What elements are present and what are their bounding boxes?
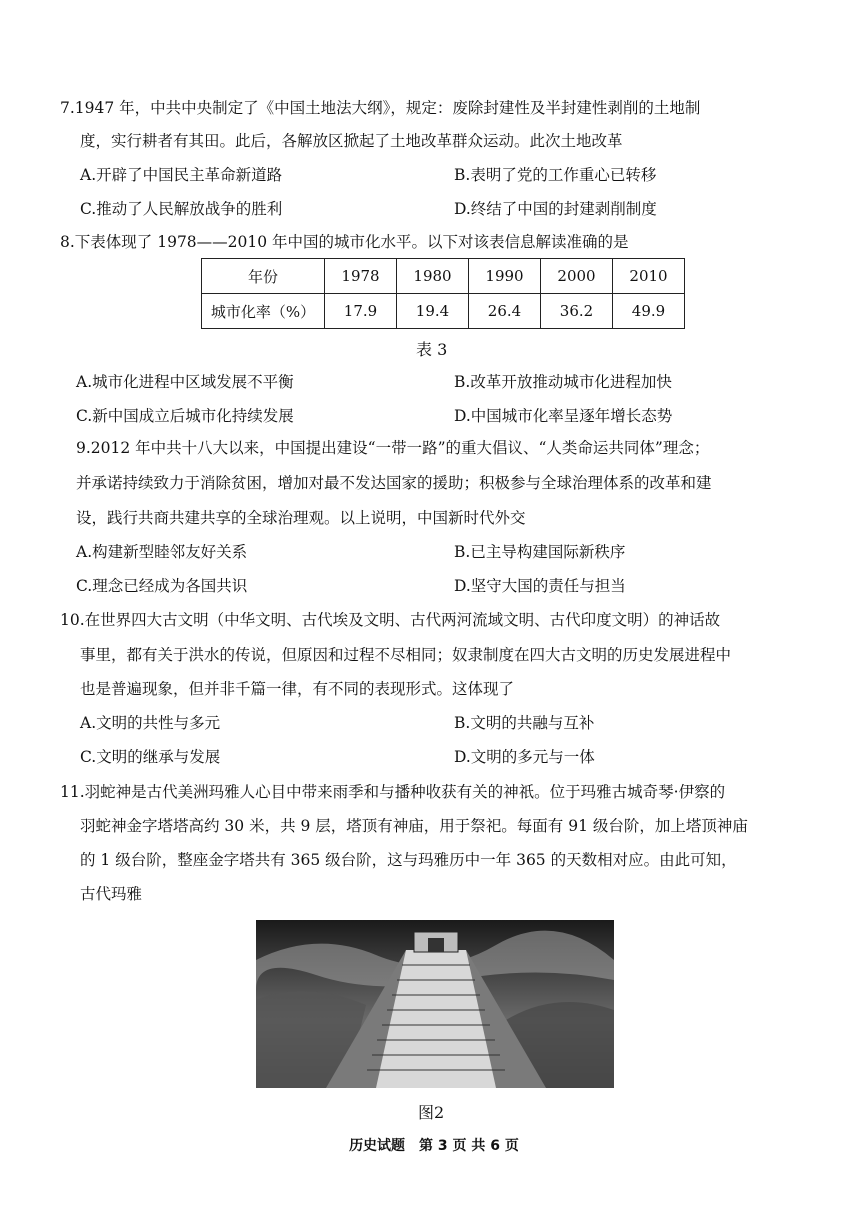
q8-option-c: C.新中国成立后城市化持续发展 bbox=[76, 407, 294, 425]
q11-stem-line3: 的 1 级台阶，整座金字塔共有 365 级台阶，这与玛雅历中一年 365 的天数相对应。由此可知， bbox=[80, 851, 737, 869]
q10-option-b: B.文明的共融与互补 bbox=[454, 714, 595, 732]
table-header-year: 年份 bbox=[202, 259, 325, 294]
q10-stem-line3: 也是普遍现象，但并非千篇一律，有不同的表现形式。这体现了 bbox=[80, 680, 515, 698]
table-cell: 49.9 bbox=[613, 294, 685, 329]
q7-stem-line2: 度，实行耕者有其田。此后，各解放区掀起了土地改革群众运动。此次土地改革 bbox=[80, 132, 623, 150]
table-header-rate: 城市化率（%） bbox=[202, 294, 325, 329]
table-cell: 1980 bbox=[397, 259, 469, 294]
q10-stem-line2: 事里，都有关于洪水的传说，但原因和过程不尽相同；奴隶制度在四大古文明的历史发展进程中 bbox=[80, 646, 732, 664]
figure-caption: 图2 bbox=[418, 1103, 445, 1122]
q9-option-c: C.理念已经成为各国共识 bbox=[76, 577, 248, 595]
table-row bbox=[202, 259, 685, 294]
q7-option-d: D.终结了中国的封建剥削制度 bbox=[454, 200, 657, 218]
q9-option-a: A.构建新型睦邻友好关系 bbox=[76, 543, 248, 561]
table-cell: 19.4 bbox=[397, 294, 469, 329]
table-caption: 表 3 bbox=[416, 340, 448, 359]
q8-option-d: D.中国城市化率呈逐年增长态势 bbox=[454, 407, 673, 425]
q10-option-a: A.文明的共性与多元 bbox=[80, 714, 221, 732]
q10-option-d: D.文明的多元与一体 bbox=[454, 748, 595, 766]
q10-stem-line1: 10.在世界四大古文明（中华文明、古代埃及文明、古代两河流域文明、古代印度文明）的神话故 bbox=[60, 611, 721, 629]
table-cell: 17.9 bbox=[325, 294, 397, 329]
q7-option-c: C.推动了人民解放战争的胜利 bbox=[80, 200, 283, 218]
q8-option-a: A.城市化进程中区域发展不平衡 bbox=[76, 373, 294, 391]
table-cell: 1978 bbox=[325, 259, 397, 294]
pyramid-illustration bbox=[256, 920, 614, 1088]
table-row bbox=[202, 294, 685, 329]
q9-option-b: B.已主导构建国际新秩序 bbox=[454, 543, 626, 561]
q7-stem-line1: 7.1947 年，中共中央制定了《中国土地法大纲》，规定：废除封建性及半封建性剥削的土地制 bbox=[60, 99, 701, 117]
q11-stem-line4: 古代玛雅 bbox=[80, 885, 143, 903]
q11-stem-line2: 羽蛇神金字塔塔高约 30 米，共 9 层，塔顶有神庙，用于祭祀。每面有 91 级台阶，加上塔顶神庙 bbox=[80, 817, 748, 835]
q10-option-c: C.文明的继承与发展 bbox=[80, 748, 221, 766]
table-cell: 1990 bbox=[469, 259, 541, 294]
q11-stem-line1: 11.羽蛇神是古代美洲玛雅人心目中带来雨季和与播种收获有关的神祇。位于玛雅古城奇琴·伊察的 bbox=[60, 783, 726, 801]
table-cell: 36.2 bbox=[541, 294, 613, 329]
table-cell: 2000 bbox=[541, 259, 613, 294]
q8-stem: 8.下表体现了 1978——2010 年中国的城市化水平。以下对该表信息解读准确的是 bbox=[60, 233, 629, 251]
q7-option-b: B.表明了党的工作重心已转移 bbox=[454, 166, 657, 184]
q8-option-b: B.改革开放推动城市化进程加快 bbox=[454, 373, 672, 391]
pyramid-photo bbox=[256, 920, 614, 1088]
q9-stem-line3: 设，践行共商共建共享的全球治理观。以上说明，中国新时代外交 bbox=[76, 509, 526, 527]
table-cell: 2010 bbox=[613, 259, 685, 294]
page-footer: 历史试题 第 3 页 共 6 页 bbox=[349, 1138, 519, 1154]
q9-stem-line2: 并承诺持续致力于消除贫困，增加对最不发达国家的援助；积极参与全球治理体系的改革和建 bbox=[76, 474, 712, 492]
q9-stem-line1: 9.2012 年中共十八大以来，中国提出建设“一带一路”的重大倡议、“人类命运共同体”理念； bbox=[76, 439, 710, 457]
urbanization-table bbox=[201, 258, 685, 329]
table-cell: 26.4 bbox=[469, 294, 541, 329]
q9-option-d: D.坚守大国的责任与担当 bbox=[454, 577, 626, 595]
q7-option-a: A.开辟了中国民主革命新道路 bbox=[80, 166, 283, 184]
